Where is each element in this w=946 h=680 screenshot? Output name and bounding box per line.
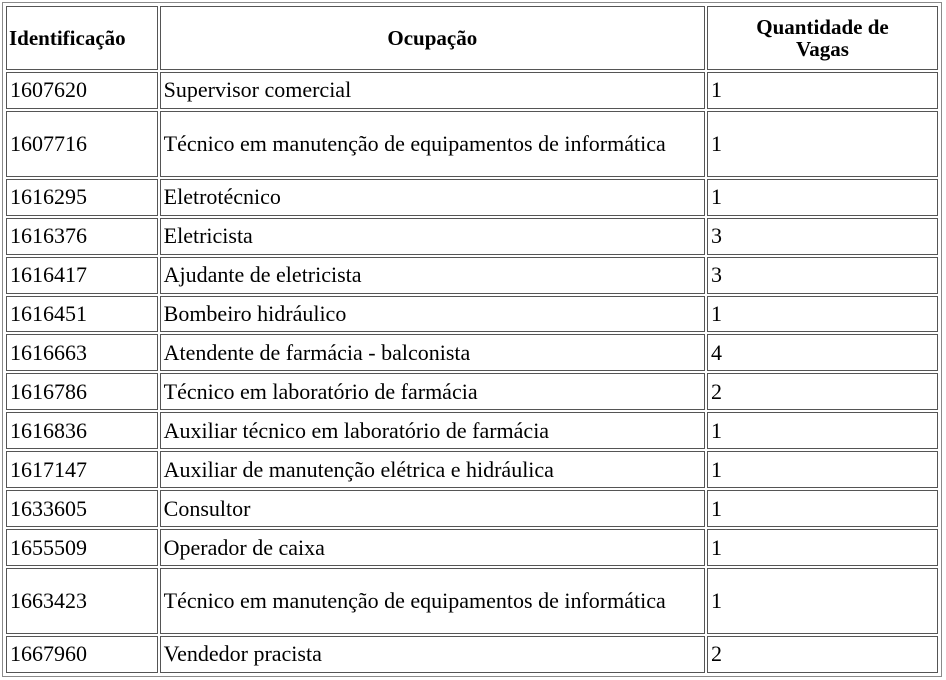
cell-occupation: Atendente de farmácia - balconista — [160, 334, 705, 371]
cell-quantity: 1 — [707, 568, 938, 634]
cell-quantity: 2 — [707, 636, 938, 673]
cell-quantity: 1 — [707, 529, 938, 566]
cell-quantity: 2 — [707, 373, 938, 410]
cell-id: 1607716 — [6, 111, 158, 177]
job-vacancies-table-frame — [2, 2, 942, 677]
table-row — [6, 490, 938, 527]
cell-id: 1655509 — [6, 529, 158, 566]
cell-id: 1616786 — [6, 373, 158, 410]
table-header-row — [6, 6, 938, 70]
cell-id: 1616376 — [6, 218, 158, 255]
header-quantidade — [707, 6, 938, 70]
table-row — [6, 72, 938, 109]
cell-quantity: 1 — [707, 490, 938, 527]
cell-occupation: Ajudante de eletricista — [160, 257, 705, 294]
table-row — [6, 451, 938, 488]
cell-occupation: Técnico em manutenção de equipamentos de informática — [160, 568, 705, 634]
cell-id: 1616417 — [6, 257, 158, 294]
cell-id: 1667960 — [6, 636, 158, 673]
cell-quantity: 1 — [707, 296, 938, 333]
cell-id: 1616295 — [6, 179, 158, 216]
cell-quantity: 1 — [707, 451, 938, 488]
table-row — [6, 568, 938, 634]
cell-occupation: Operador de caixa — [160, 529, 705, 566]
table-row — [6, 529, 938, 566]
table-row — [6, 334, 938, 371]
table-row — [6, 296, 938, 333]
cell-quantity: 3 — [707, 218, 938, 255]
job-vacancies-table — [4, 4, 940, 675]
cell-quantity: 3 — [707, 257, 938, 294]
table-row — [6, 257, 938, 294]
cell-id: 1616663 — [6, 334, 158, 371]
table-row — [6, 412, 938, 449]
cell-occupation: Eletrotécnico — [160, 179, 705, 216]
header-identificacao: Identificação — [6, 6, 158, 70]
table-row — [6, 218, 938, 255]
cell-occupation: Supervisor comercial — [160, 72, 705, 109]
cell-occupation: Auxiliar de manutenção elétrica e hidráulica — [160, 451, 705, 488]
cell-occupation: Consultor — [160, 490, 705, 527]
cell-id: 1617147 — [6, 451, 158, 488]
cell-quantity: 1 — [707, 412, 938, 449]
cell-occupation: Bombeiro hidráulico — [160, 296, 705, 333]
cell-occupation: Eletricista — [160, 218, 705, 255]
cell-occupation: Auxiliar técnico em laboratório de farmácia — [160, 412, 705, 449]
table-row — [6, 179, 938, 216]
cell-occupation: Vendedor pracista — [160, 636, 705, 673]
cell-occupation: Técnico em laboratório de farmácia — [160, 373, 705, 410]
cell-id: 1607620 — [6, 72, 158, 109]
cell-occupation: Técnico em manutenção de equipamentos de informática — [160, 111, 705, 177]
header-ocupacao: Ocupação — [160, 6, 705, 70]
cell-id: 1633605 — [6, 490, 158, 527]
header-quantidade-line1: Quantidade de — [756, 15, 889, 39]
cell-id: 1616451 — [6, 296, 158, 333]
header-quantidade-line2: Vagas — [796, 37, 849, 61]
table-row — [6, 111, 938, 177]
table-row — [6, 636, 938, 673]
table-row — [6, 373, 938, 410]
cell-quantity: 1 — [707, 72, 938, 109]
cell-id: 1616836 — [6, 412, 158, 449]
cell-quantity: 1 — [707, 111, 938, 177]
cell-quantity: 1 — [707, 179, 938, 216]
cell-id: 1663423 — [6, 568, 158, 634]
cell-quantity: 4 — [707, 334, 938, 371]
